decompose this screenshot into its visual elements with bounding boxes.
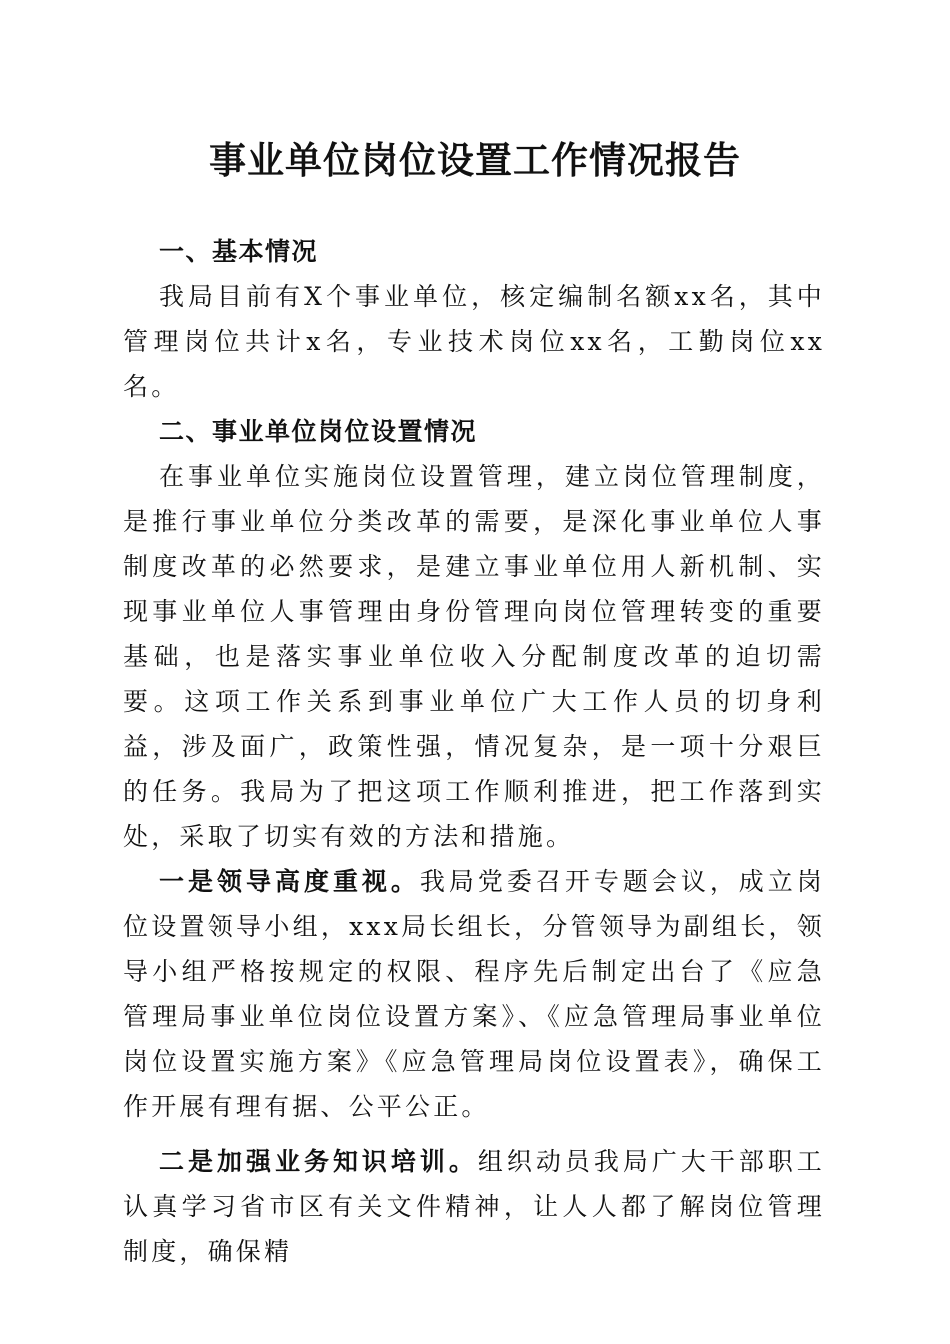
point-text-training: 组织动员我局广大干部职工认真学习省市区有关文件精神，让人人都了解岗位管理制度，确保精 xyxy=(123,1147,826,1266)
point-text-leadership: 我局党委召开专题会议，成立岗位设置领导小组，xxx局长组长，分管领导为副组长，领导小组严格按规定的权限、程序先后制定出台了《应急管理局事业单位岗位设置方案》、《应急管理局事业单位岗位设置实施方案》《应急管理局岗位设置表》，确保工作开展有理有据、公平公正。 xyxy=(123,867,825,1121)
section-paragraph-post-setup: 在事业单位实施岗位设置管理，建立岗位管理制度，是推行事业单位分类改革的需要，是深化事业单位人事制度改革的必然要求，是建立事业单位用人新机制、实现事业单位人事管理由身份管理向岗位管理转变的重要基础，也是落实事业单位收入分配制度改革的迫切需要。这项工作关系到事业单位广大工作人员的切身利益，涉及面广，政策性强，情况复杂，是一项十分艰巨的任务。我局为了把这项工作顺利推进，把工作落到实处，采取了切实有效的方法和措施。 xyxy=(123,462,825,851)
document-title: 事业单位岗位设置工作情况报告 xyxy=(209,138,741,182)
point-lead-training: 二是加强业务知识培训。 xyxy=(159,1147,478,1176)
point-paragraph-leadership xyxy=(123,859,825,1129)
document-body xyxy=(123,229,825,1274)
section-heading-basic-info: 一、基本情况 xyxy=(159,237,319,266)
point-lead-leadership: 一是领导高度重视。 xyxy=(159,867,420,896)
section-paragraph-basic-info: 我局目前有X个事业单位，核定编制名额xx名，其中管理岗位共计x名，专业技术岗位xx名，工勤岗位xx名。 xyxy=(123,282,825,401)
point-paragraph-training xyxy=(123,1139,825,1274)
section-heading-post-setup: 二、事业单位岗位设置情况 xyxy=(159,417,478,446)
